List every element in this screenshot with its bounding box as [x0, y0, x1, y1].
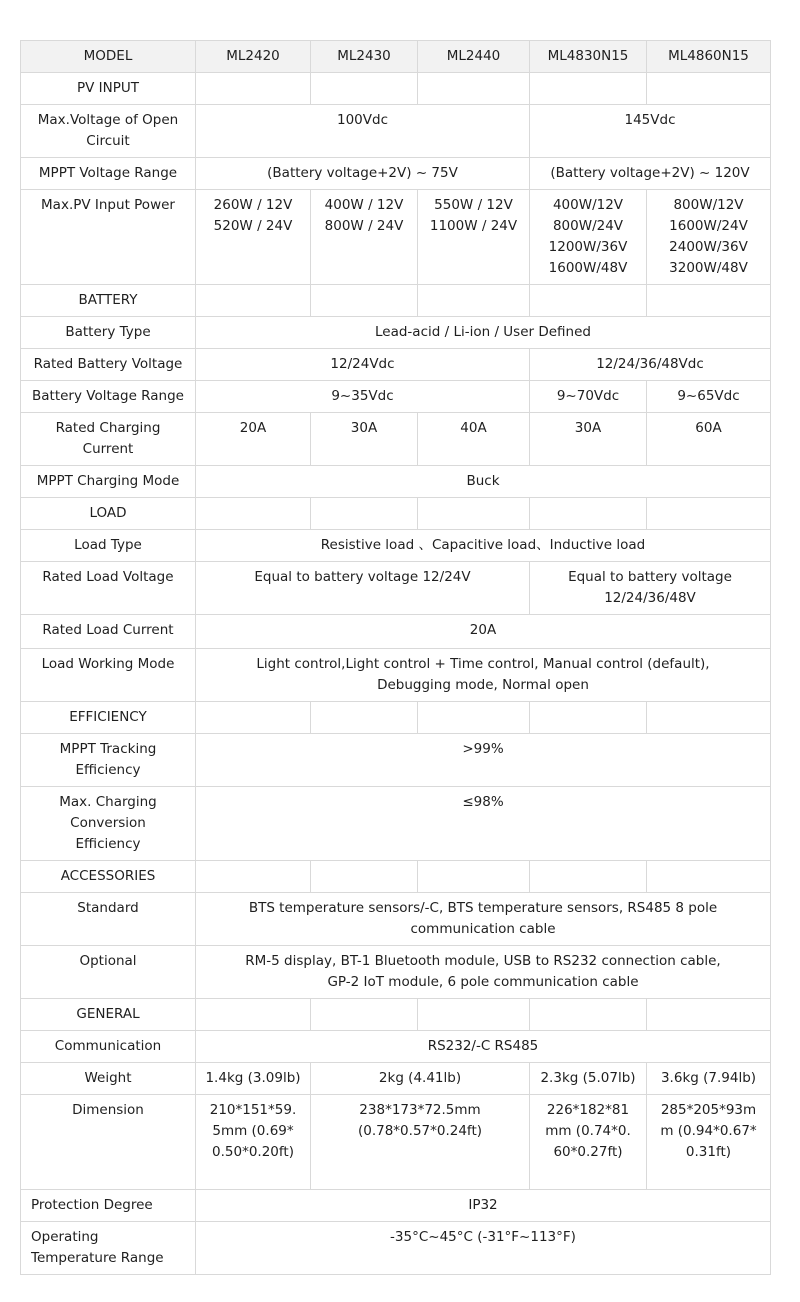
- table-row: [21, 317, 771, 349]
- row-label: Protection Degree: [21, 1190, 196, 1222]
- table-row: [21, 158, 771, 190]
- cell-value: 550W / 12V 1100W / 24V: [418, 190, 530, 285]
- cell-value: 20A: [196, 615, 771, 649]
- cell-value: 226*182*81mm (0.74*0.60*0.27ft): [530, 1095, 647, 1190]
- table-row: [21, 734, 771, 787]
- cell-value: 20A: [196, 413, 311, 466]
- row-label: Standard: [21, 893, 196, 946]
- table-row: [21, 649, 771, 702]
- cell-value: 40A: [418, 413, 530, 466]
- cell-value: 400W/12V 800W/24V 1200W/36V 1600W/48V: [530, 190, 647, 285]
- table-row: [21, 1063, 771, 1095]
- table-row: [21, 893, 771, 946]
- table-row: [21, 1095, 771, 1190]
- table-row: [21, 413, 771, 466]
- row-label: Operating Temperature Range: [21, 1222, 196, 1275]
- model-name: ML2440: [418, 41, 530, 73]
- table-row: [21, 105, 771, 158]
- cell-value: 285*205*93mm (0.94*0.67*0.31ft): [647, 1095, 771, 1190]
- model-name: ML4860N15: [647, 41, 771, 73]
- cell-value: RM-5 display, BT-1 Bluetooth module, USB to RS232 connection cable, GP-2 IoT module, 6 pole communication cable: [196, 946, 771, 999]
- cell-value: 12/24Vdc: [196, 349, 530, 381]
- header-row: [21, 41, 771, 73]
- table-row: [21, 190, 771, 285]
- row-label: Weight: [21, 1063, 196, 1095]
- cell-value: -35°C~45°C (-31°F~113°F): [196, 1222, 771, 1275]
- section-row: [21, 702, 771, 734]
- row-label: Max.PV Input Power: [21, 190, 196, 285]
- cell-value: (Battery voltage+2V) ~ 75V: [196, 158, 530, 190]
- cell-value: 238*173*72.5mm (0.78*0.57*0.24ft): [311, 1095, 530, 1190]
- section-title-pv-input: PV INPUT: [21, 73, 196, 105]
- row-label: MPPT Charging Mode: [21, 466, 196, 498]
- table-row: [21, 1031, 771, 1063]
- model-name: ML2430: [311, 41, 418, 73]
- row-label: Rated Charging Current: [21, 413, 196, 466]
- table-row: [21, 1190, 771, 1222]
- cell-value: Resistive load 、Capacitive load、Inductive load: [196, 530, 771, 562]
- table-row: [21, 530, 771, 562]
- row-label: MPPT Tracking Efficiency: [21, 734, 196, 787]
- model-name: ML2420: [196, 41, 311, 73]
- table-row: [21, 349, 771, 381]
- cell-value: 2.3kg (5.07lb): [530, 1063, 647, 1095]
- cell-value: 260W / 12V 520W / 24V: [196, 190, 311, 285]
- cell-value: BTS temperature sensors/-C, BTS temperature sensors, RS485 8 pole communication cable: [196, 893, 771, 946]
- row-label: MPPT Voltage Range: [21, 158, 196, 190]
- cell-value: Buck: [196, 466, 771, 498]
- cell-value: Lead-acid / Li-ion / User Defined: [196, 317, 771, 349]
- row-label: Rated Load Current: [21, 615, 196, 649]
- table-row: [21, 562, 771, 615]
- cell-value: 2kg (4.41lb): [311, 1063, 530, 1095]
- cell-value: 1.4kg (3.09lb): [196, 1063, 311, 1095]
- cell-value: 60A: [647, 413, 771, 466]
- section-row: [21, 999, 771, 1031]
- cell-value: >99%: [196, 734, 771, 787]
- row-label: Optional: [21, 946, 196, 999]
- model-name: ML4830N15: [530, 41, 647, 73]
- spec-table: [20, 40, 771, 1275]
- cell-value: 9~35Vdc: [196, 381, 530, 413]
- cell-value: 145Vdc: [530, 105, 771, 158]
- section-title-efficiency: EFFICIENCY: [21, 702, 196, 734]
- table-row: [21, 946, 771, 999]
- cell-value: 800W/12V 1600W/24V 2400W/36V 3200W/48V: [647, 190, 771, 285]
- row-label: Battery Type: [21, 317, 196, 349]
- model-header: MODEL: [21, 41, 196, 73]
- table-row: [21, 615, 771, 649]
- section-title-general: GENERAL: [21, 999, 196, 1031]
- row-label: Communication: [21, 1031, 196, 1063]
- cell-value: 100Vdc: [196, 105, 530, 158]
- section-row: [21, 498, 771, 530]
- cell-value: 9~65Vdc: [647, 381, 771, 413]
- row-label: Load Working Mode: [21, 649, 196, 702]
- row-label: Max. Charging Conversion Efficiency: [21, 787, 196, 861]
- section-title-load: LOAD: [21, 498, 196, 530]
- cell-value: Equal to battery voltage 12/24/36/48V: [530, 562, 771, 615]
- cell-value: 3.6kg (7.94lb): [647, 1063, 771, 1095]
- row-label: Battery Voltage Range: [21, 381, 196, 413]
- table-row: [21, 466, 771, 498]
- row-label: Rated Battery Voltage: [21, 349, 196, 381]
- cell-value: 9~70Vdc: [530, 381, 647, 413]
- table-row: [21, 381, 771, 413]
- section-row: [21, 73, 771, 105]
- cell-value: ≤98%: [196, 787, 771, 861]
- table-row: [21, 1222, 771, 1275]
- cell-value: 30A: [530, 413, 647, 466]
- cell-value: (Battery voltage+2V) ~ 120V: [530, 158, 771, 190]
- section-title-accessories: ACCESSORIES: [21, 861, 196, 893]
- cell-value: 12/24/36/48Vdc: [530, 349, 771, 381]
- row-label: Rated Load Voltage: [21, 562, 196, 615]
- section-title-battery: BATTERY: [21, 285, 196, 317]
- section-row: [21, 285, 771, 317]
- cell-value: Equal to battery voltage 12/24V: [196, 562, 530, 615]
- cell-value: 210*151*59.5mm (0.69*0.50*0.20ft): [196, 1095, 311, 1190]
- section-row: [21, 861, 771, 893]
- cell-value: RS232/-C RS485: [196, 1031, 771, 1063]
- cell-value: 400W / 12V 800W / 24V: [311, 190, 418, 285]
- row-label: Max.Voltage of Open Circuit: [21, 105, 196, 158]
- cell-value: 30A: [311, 413, 418, 466]
- table-row: [21, 787, 771, 861]
- row-label: Dimension: [21, 1095, 196, 1190]
- row-label: Load Type: [21, 530, 196, 562]
- cell-value: IP32: [196, 1190, 771, 1222]
- cell-value: Light control,Light control + Time control, Manual control (default), Debugging mode, Normal open: [196, 649, 771, 702]
